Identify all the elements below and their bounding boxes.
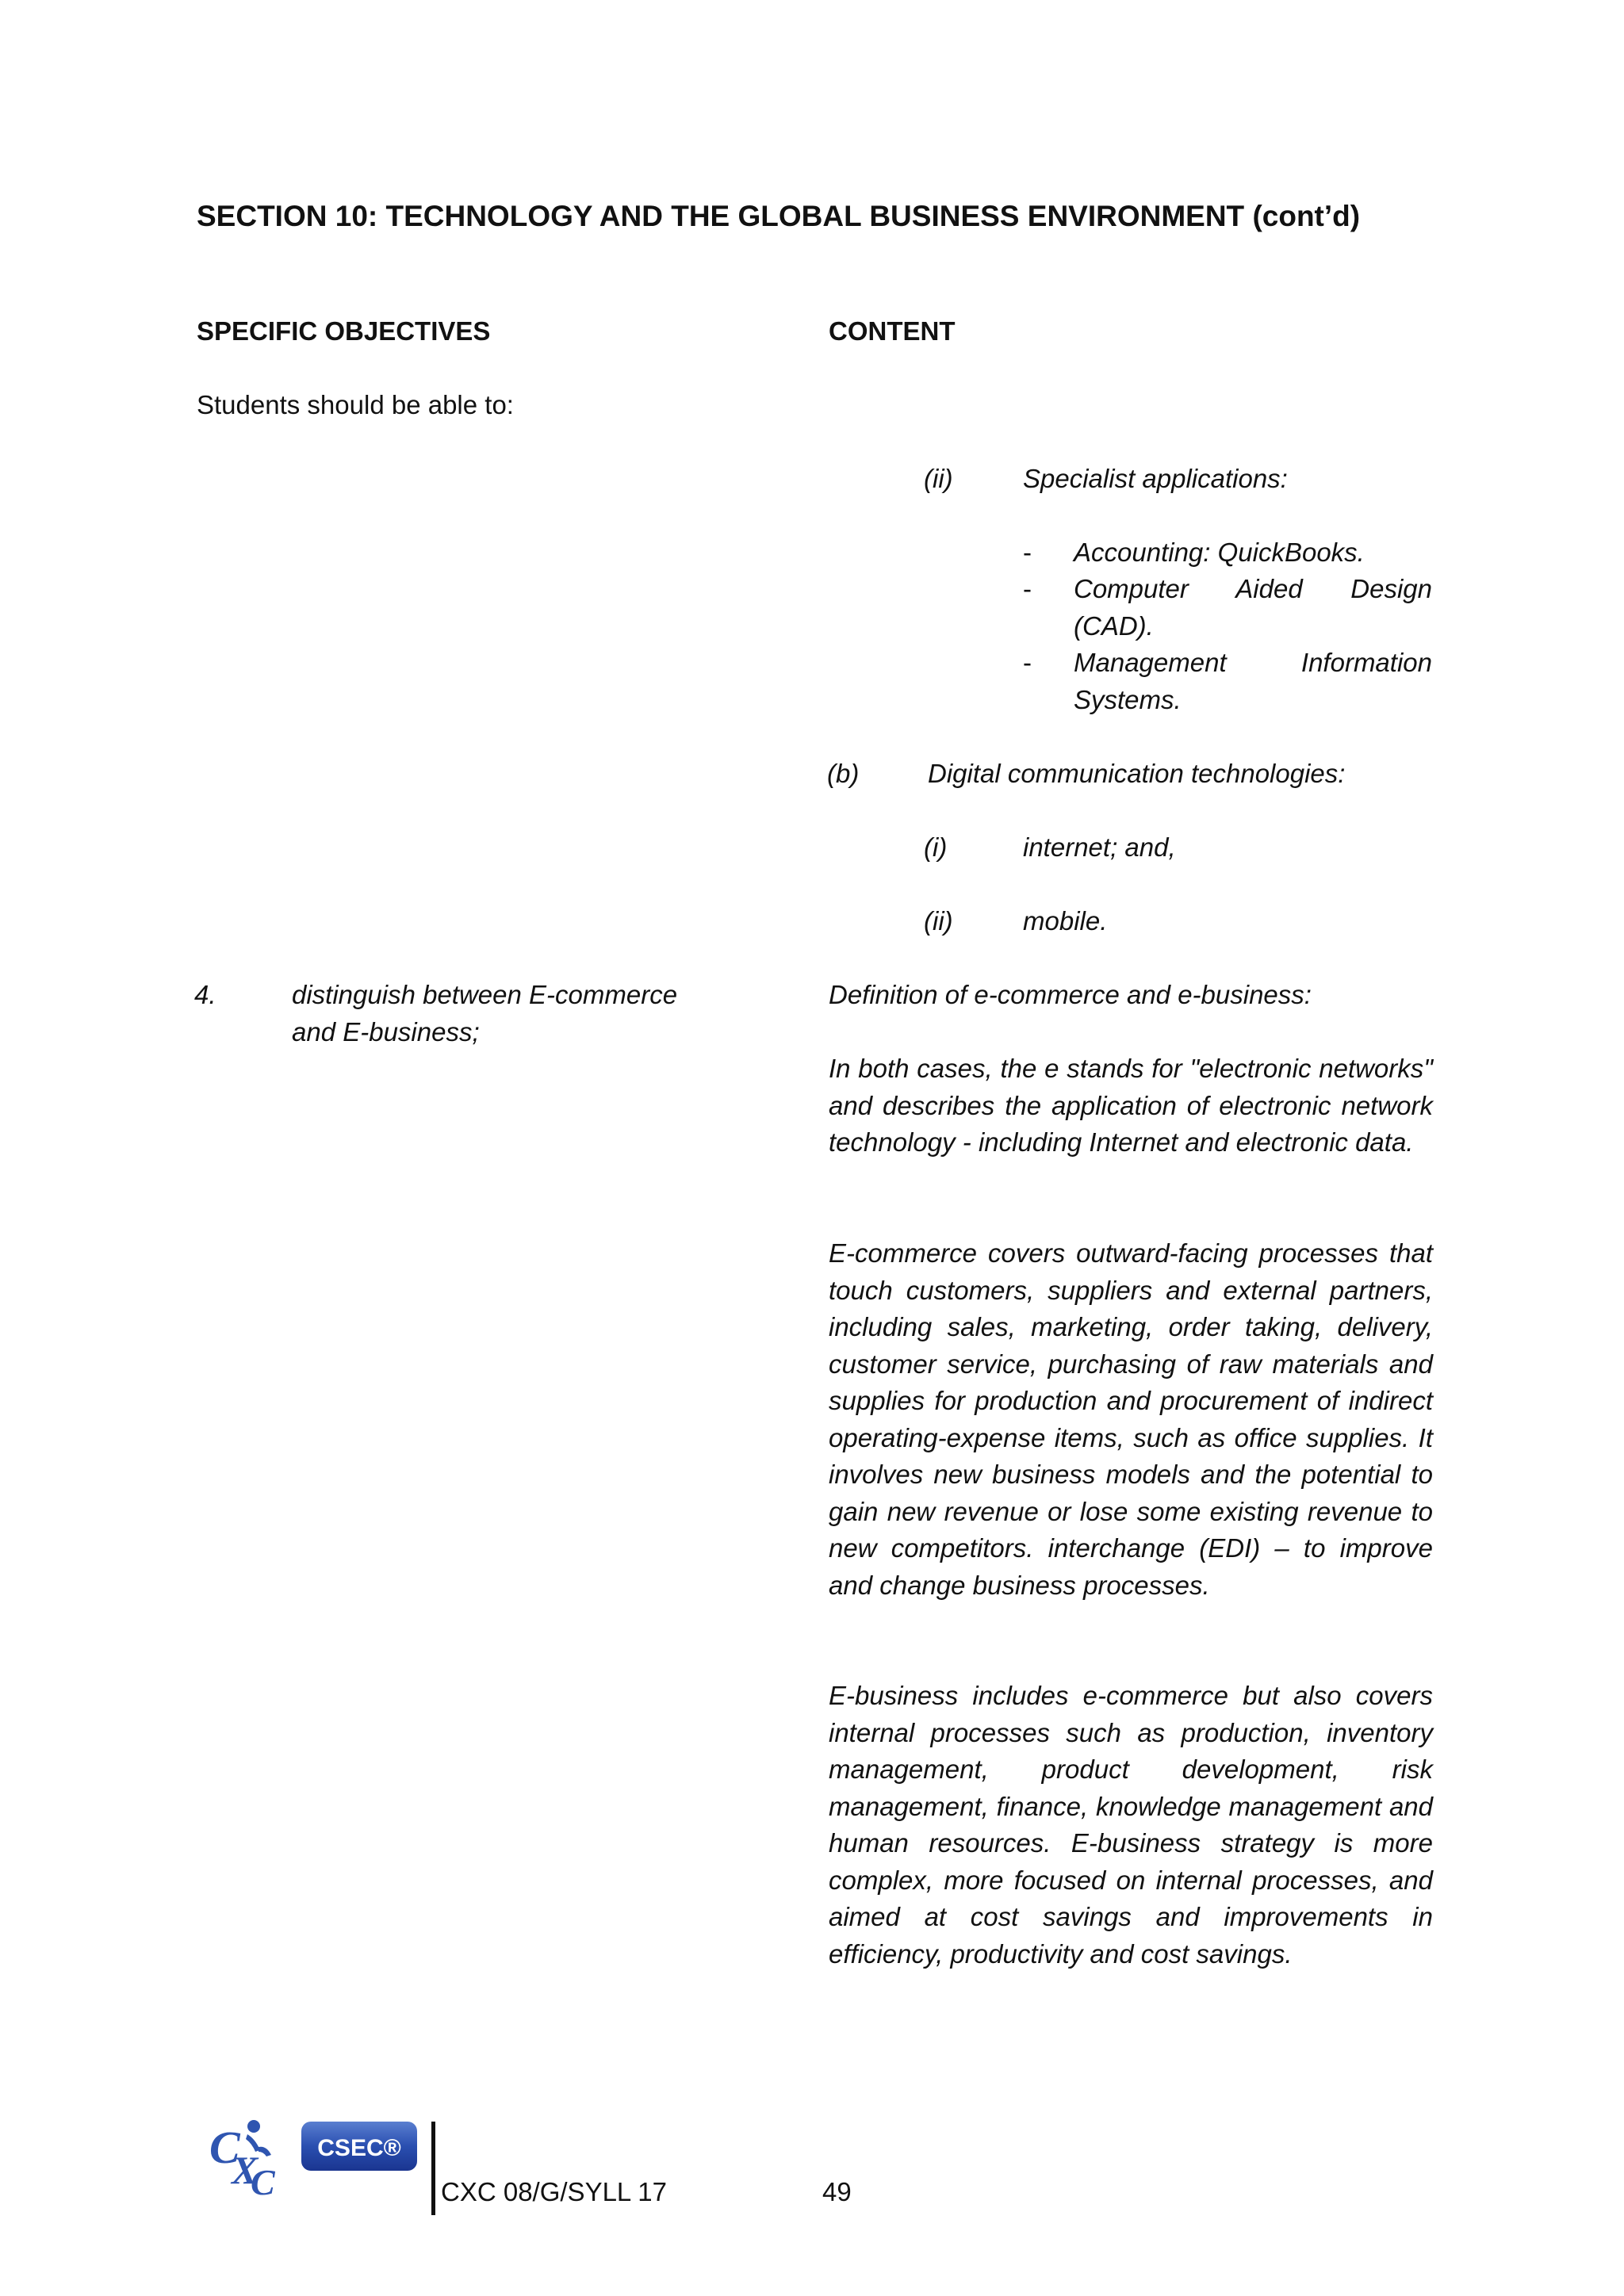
svg-text:C: C (209, 2122, 240, 2173)
bullet-dash: - (1023, 574, 1032, 603)
list-marker: (b) (827, 759, 860, 788)
students-intro: Students should be able to: (197, 390, 514, 419)
cxc-logo-icon (208, 2115, 420, 2198)
section-title: SECTION 10: TECHNOLOGY AND THE GLOBAL BUSINESS ENVIRONMENT (cont’d) (197, 200, 1361, 232)
content-paragraph: E-business includes e-commerce but also covers internal processes such as production, inventory management, product development, risk management, finance, knowledge management and human resources. E-business strategy is more complex, more focused on internal processes, and aimed at cost savings and improvements in efficiency, productivity and cost savings. (829, 1681, 1433, 1969)
definition-heading: Definition of e-commerce and e-business: (829, 980, 1312, 1009)
list-item: internet; and, (1023, 832, 1176, 862)
list-item: mobile. (1023, 906, 1108, 936)
objective-number: 4. (194, 980, 216, 1009)
content-paragraph: In both cases, the e stands for "electronic networks" and describes the application of electronic network technology - including Internet and electronic data. (829, 1054, 1433, 1157)
specific-objectives-heading: SPECIFIC OBJECTIVES (197, 316, 491, 346)
list-item: Management Information Systems. (1074, 648, 1432, 714)
specialist-applications-label: Specialist applications: (1023, 464, 1288, 493)
footer-divider (431, 2122, 435, 2215)
syllabus-code: CXC 08/G/SYLL 17 (441, 2177, 667, 2206)
svg-text:C: C (251, 2162, 275, 2198)
svg-text:X: X (232, 2148, 259, 2192)
content-heading: CONTENT (829, 316, 956, 346)
list-marker: (ii) (924, 464, 953, 493)
digital-technologies-label: Digital communication technologies: (928, 759, 1346, 788)
list-item: Accounting: QuickBooks. (1074, 538, 1365, 567)
page-number: 49 (822, 2177, 852, 2206)
bullet-dash: - (1023, 538, 1032, 567)
list-marker: (ii) (924, 906, 953, 936)
csec-logo-text: CSEC® (317, 2135, 401, 2161)
list-item: Computer Aided Design (CAD). (1074, 574, 1432, 641)
content-paragraph: E-commerce covers outward-facing processes that touch customers, suppliers and external partners, including sales, marketing, order taking, delivery, customer service, purchasing of raw materials and supplies for production and procurement of indirect operating-expense items, such as office supplies. It involves new business models and the potential to gain new revenue or lose some existing revenue to new competitors. interchange (EDI) – to improve and change business processes. (829, 1238, 1433, 1600)
cxc-csec-logo (208, 2115, 420, 2198)
list-marker: (i) (924, 832, 948, 862)
bullet-dash: - (1023, 648, 1032, 677)
objective-text: distinguish between E-commerce and E-business; (292, 980, 678, 1047)
